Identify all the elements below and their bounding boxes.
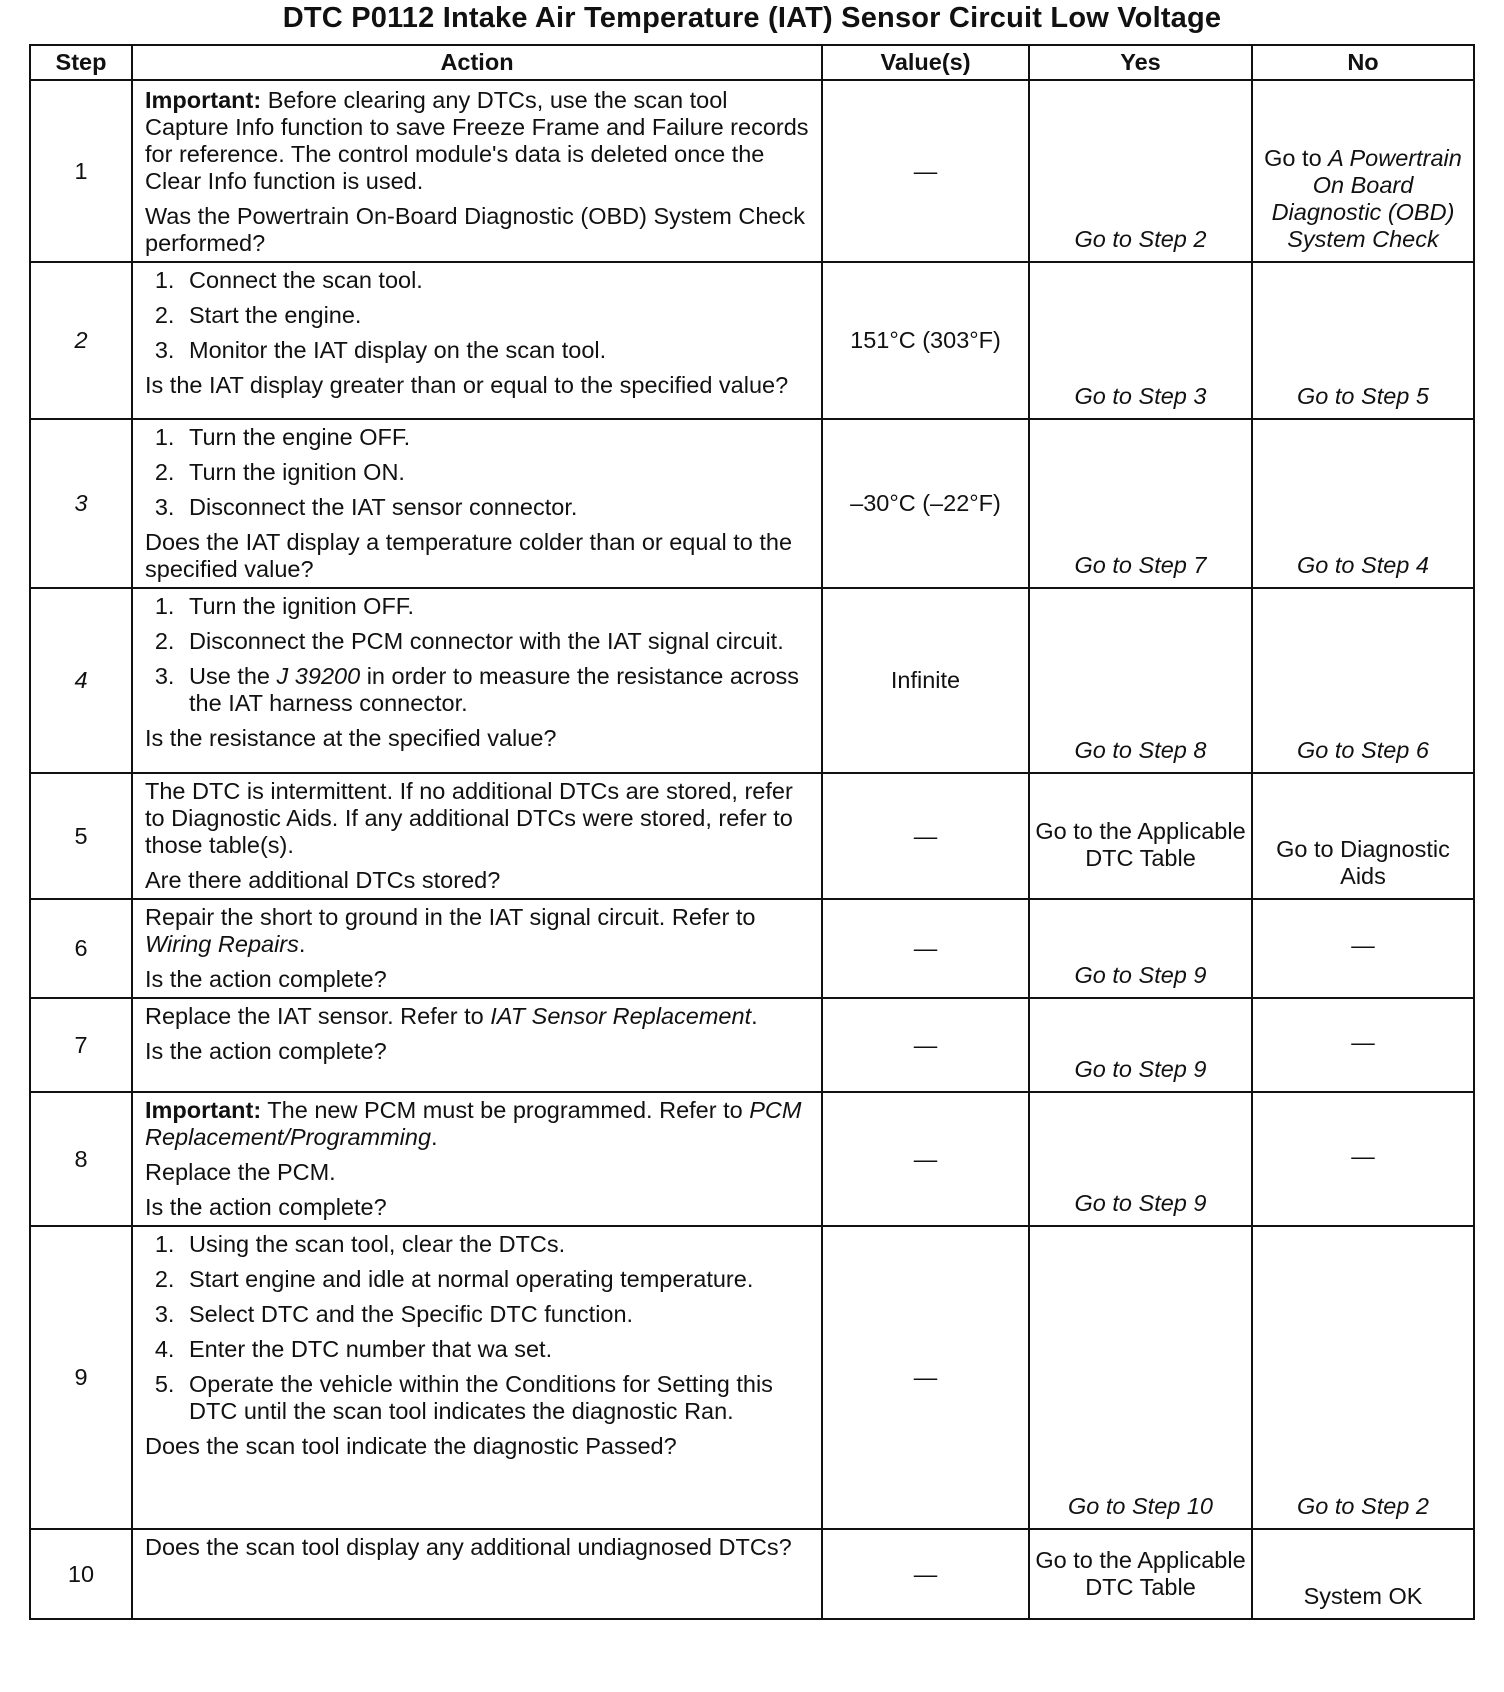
yes-cell: Go to Step 9 — [1029, 899, 1252, 998]
table-row — [30, 773, 1474, 899]
list-item: 2. Start the engine. — [181, 302, 811, 329]
action-cell — [132, 1226, 822, 1529]
list-item: 2. Turn the ignition ON. — [181, 459, 811, 486]
step-number: 9 — [30, 1226, 132, 1529]
value-cell: — — [822, 1092, 1029, 1226]
action-text — [145, 904, 811, 958]
important-note — [145, 87, 811, 195]
table-row — [30, 998, 1474, 1092]
no-cell: Go to Step 6 — [1252, 588, 1474, 773]
action-cell — [132, 899, 822, 998]
action-question: Is the IAT display greater than or equal to the specified value? — [145, 372, 789, 398]
no-cell — [1252, 80, 1474, 262]
table-row — [30, 588, 1474, 773]
reference-link: PCM Replacement/Programming — [145, 1097, 802, 1150]
important-label: Important: — [145, 1097, 262, 1123]
header-action: Action — [132, 45, 822, 80]
action-question: Does the scan tool indicate the diagnostic Passed? — [145, 1433, 677, 1459]
step-number: 1 — [30, 80, 132, 262]
header-values: Value(s) — [822, 45, 1029, 80]
action-cell — [132, 1529, 822, 1619]
action-question: Is the resistance at the specified value? — [145, 725, 557, 751]
step-number: 4 — [30, 588, 132, 773]
value-cell: — — [822, 899, 1029, 998]
important-note — [145, 1097, 811, 1151]
item-text: in order to measure the resistance across the IAT harness connector. — [189, 663, 800, 716]
table-row — [30, 80, 1474, 262]
value-cell: — — [822, 1529, 1029, 1619]
list-item — [181, 663, 811, 717]
header-yes: Yes — [1029, 45, 1252, 80]
table-row — [30, 1092, 1474, 1226]
yes-cell: Go to Step 2 — [1029, 80, 1252, 262]
list-item: 5. Operate the vehicle within the Conditions for Setting this DTC until the scan tool indicates the diagnostic Ran. — [181, 1371, 811, 1425]
action-question: Is the action complete? — [145, 1194, 387, 1220]
yes-cell: Go to Step 9 — [1029, 998, 1252, 1092]
list-item: 3. Select DTC and the Specific DTC function. — [181, 1301, 811, 1328]
header-no: No — [1252, 45, 1474, 80]
action-text: The DTC is intermittent. If no additional DTCs are stored, refer to Diagnostic Aids. If any additional DTCs were stored, refer to those table(s). — [145, 778, 793, 858]
action-cell — [132, 262, 822, 419]
item-text: Use the — [189, 663, 277, 689]
step-number: 5 — [30, 773, 132, 899]
action-list — [145, 1231, 811, 1425]
table-row — [30, 1226, 1474, 1529]
page-title: DTC P0112 Intake Air Temperature (IAT) Sensor Circuit Low Voltage — [282, 2, 1222, 34]
action-cell — [132, 773, 822, 899]
action-question: Does the IAT display a temperature colder than or equal to the specified value? — [145, 529, 793, 582]
table-row — [30, 419, 1474, 588]
reference-link: IAT Sensor Replacement — [490, 1003, 752, 1029]
table-row — [30, 262, 1474, 419]
action-cell — [132, 588, 822, 773]
value-cell: 151°C (303°F) — [822, 262, 1029, 419]
action-question: Is the action complete? — [145, 1038, 387, 1064]
action-text-part: Repair the short to ground in the IAT signal circuit. Refer to — [145, 904, 756, 930]
table-row — [30, 1529, 1474, 1619]
no-cell: Go to Diagnostic Aids — [1252, 773, 1474, 899]
reference-link: Wiring Repairs — [145, 931, 299, 957]
action-text: Replace the PCM. — [145, 1159, 336, 1185]
yes-cell: Go to the Applicable DTC Table — [1029, 773, 1252, 899]
header-step: Step — [30, 45, 132, 80]
list-item: 1. Using the scan tool, clear the DTCs. — [181, 1231, 811, 1258]
list-item: 3. Monitor the IAT display on the scan tool. — [181, 337, 811, 364]
step-number: 7 — [30, 998, 132, 1092]
important-label: Important: — [145, 87, 262, 113]
action-cell — [132, 1092, 822, 1226]
action-text-part: . — [298, 931, 306, 957]
header-row — [30, 45, 1474, 80]
no-prefix: Go to — [1264, 145, 1329, 171]
list-item: 1. Connect the scan tool. — [181, 267, 811, 294]
step-number: 2 — [30, 262, 132, 419]
list-item: 2. Disconnect the PCM connector with the IAT signal circuit. — [181, 628, 811, 655]
value-cell: — — [822, 773, 1029, 899]
yes-cell: Go to Step 10 — [1029, 1226, 1252, 1529]
action-text-part: . — [751, 1003, 758, 1029]
yes-cell: Go to Step 9 — [1029, 1092, 1252, 1226]
no-link: A Powertrain On Board Diagnostic (OBD) System Check — [1271, 145, 1462, 252]
step-number: 6 — [30, 899, 132, 998]
action-list — [145, 593, 811, 717]
action-question: Does the scan tool display any additional undiagnosed DTCs? — [145, 1534, 792, 1560]
action-list — [145, 267, 811, 364]
list-item: 4. Enter the DTC number that wa set. — [181, 1336, 811, 1363]
table-row — [30, 899, 1474, 998]
no-cell: Go to Step 2 — [1252, 1226, 1474, 1529]
action-question: Was the Powertrain On-Board Diagnostic (OBD) System Check performed? — [145, 203, 805, 256]
action-cell — [132, 80, 822, 262]
yes-cell: Go to Step 3 — [1029, 262, 1252, 419]
value-cell: — — [822, 80, 1029, 262]
step-number: 3 — [30, 419, 132, 588]
no-cell: — — [1252, 1092, 1474, 1226]
action-cell — [132, 419, 822, 588]
value-cell: Infinite — [822, 588, 1029, 773]
no-cell: Go to Step 4 — [1252, 419, 1474, 588]
list-item: 1. Turn the engine OFF. — [181, 424, 811, 451]
diagnostic-table — [29, 44, 1475, 1620]
step-number: 8 — [30, 1092, 132, 1226]
value-cell: — — [822, 1226, 1029, 1529]
value-cell: — — [822, 998, 1029, 1092]
important-text: Before clearing any DTCs, use the scan tool Capture Info function to save Freeze Frame and Failure records for reference. The control module's data is deleted once the Clear Info function is used. — [145, 87, 809, 194]
list-item: 1. Turn the ignition OFF. — [181, 593, 811, 620]
no-cell: System OK — [1252, 1529, 1474, 1619]
list-item: 2. Start engine and idle at normal operating temperature. — [181, 1266, 811, 1293]
no-cell: — — [1252, 899, 1474, 998]
yes-cell: Go to the Applicable DTC Table — [1029, 1529, 1252, 1619]
action-question: Is the action complete? — [145, 966, 387, 992]
important-text: . — [431, 1124, 438, 1150]
action-list — [145, 424, 811, 521]
action-text — [145, 1003, 811, 1030]
no-cell: — — [1252, 998, 1474, 1092]
step-number: 10 — [30, 1529, 132, 1619]
no-cell: Go to Step 5 — [1252, 262, 1474, 419]
action-text-part: Replace the IAT sensor. Refer to — [145, 1003, 491, 1029]
tool-reference: J 39200 — [276, 663, 361, 689]
action-question: Are there additional DTCs stored? — [145, 867, 501, 893]
list-item: 3. Disconnect the IAT sensor connector. — [181, 494, 811, 521]
yes-cell: Go to Step 8 — [1029, 588, 1252, 773]
important-text: The new PCM must be programmed. Refer to — [261, 1097, 750, 1123]
yes-cell: Go to Step 7 — [1029, 419, 1252, 588]
value-cell: –30°C (–22°F) — [822, 419, 1029, 588]
action-cell — [132, 998, 822, 1092]
